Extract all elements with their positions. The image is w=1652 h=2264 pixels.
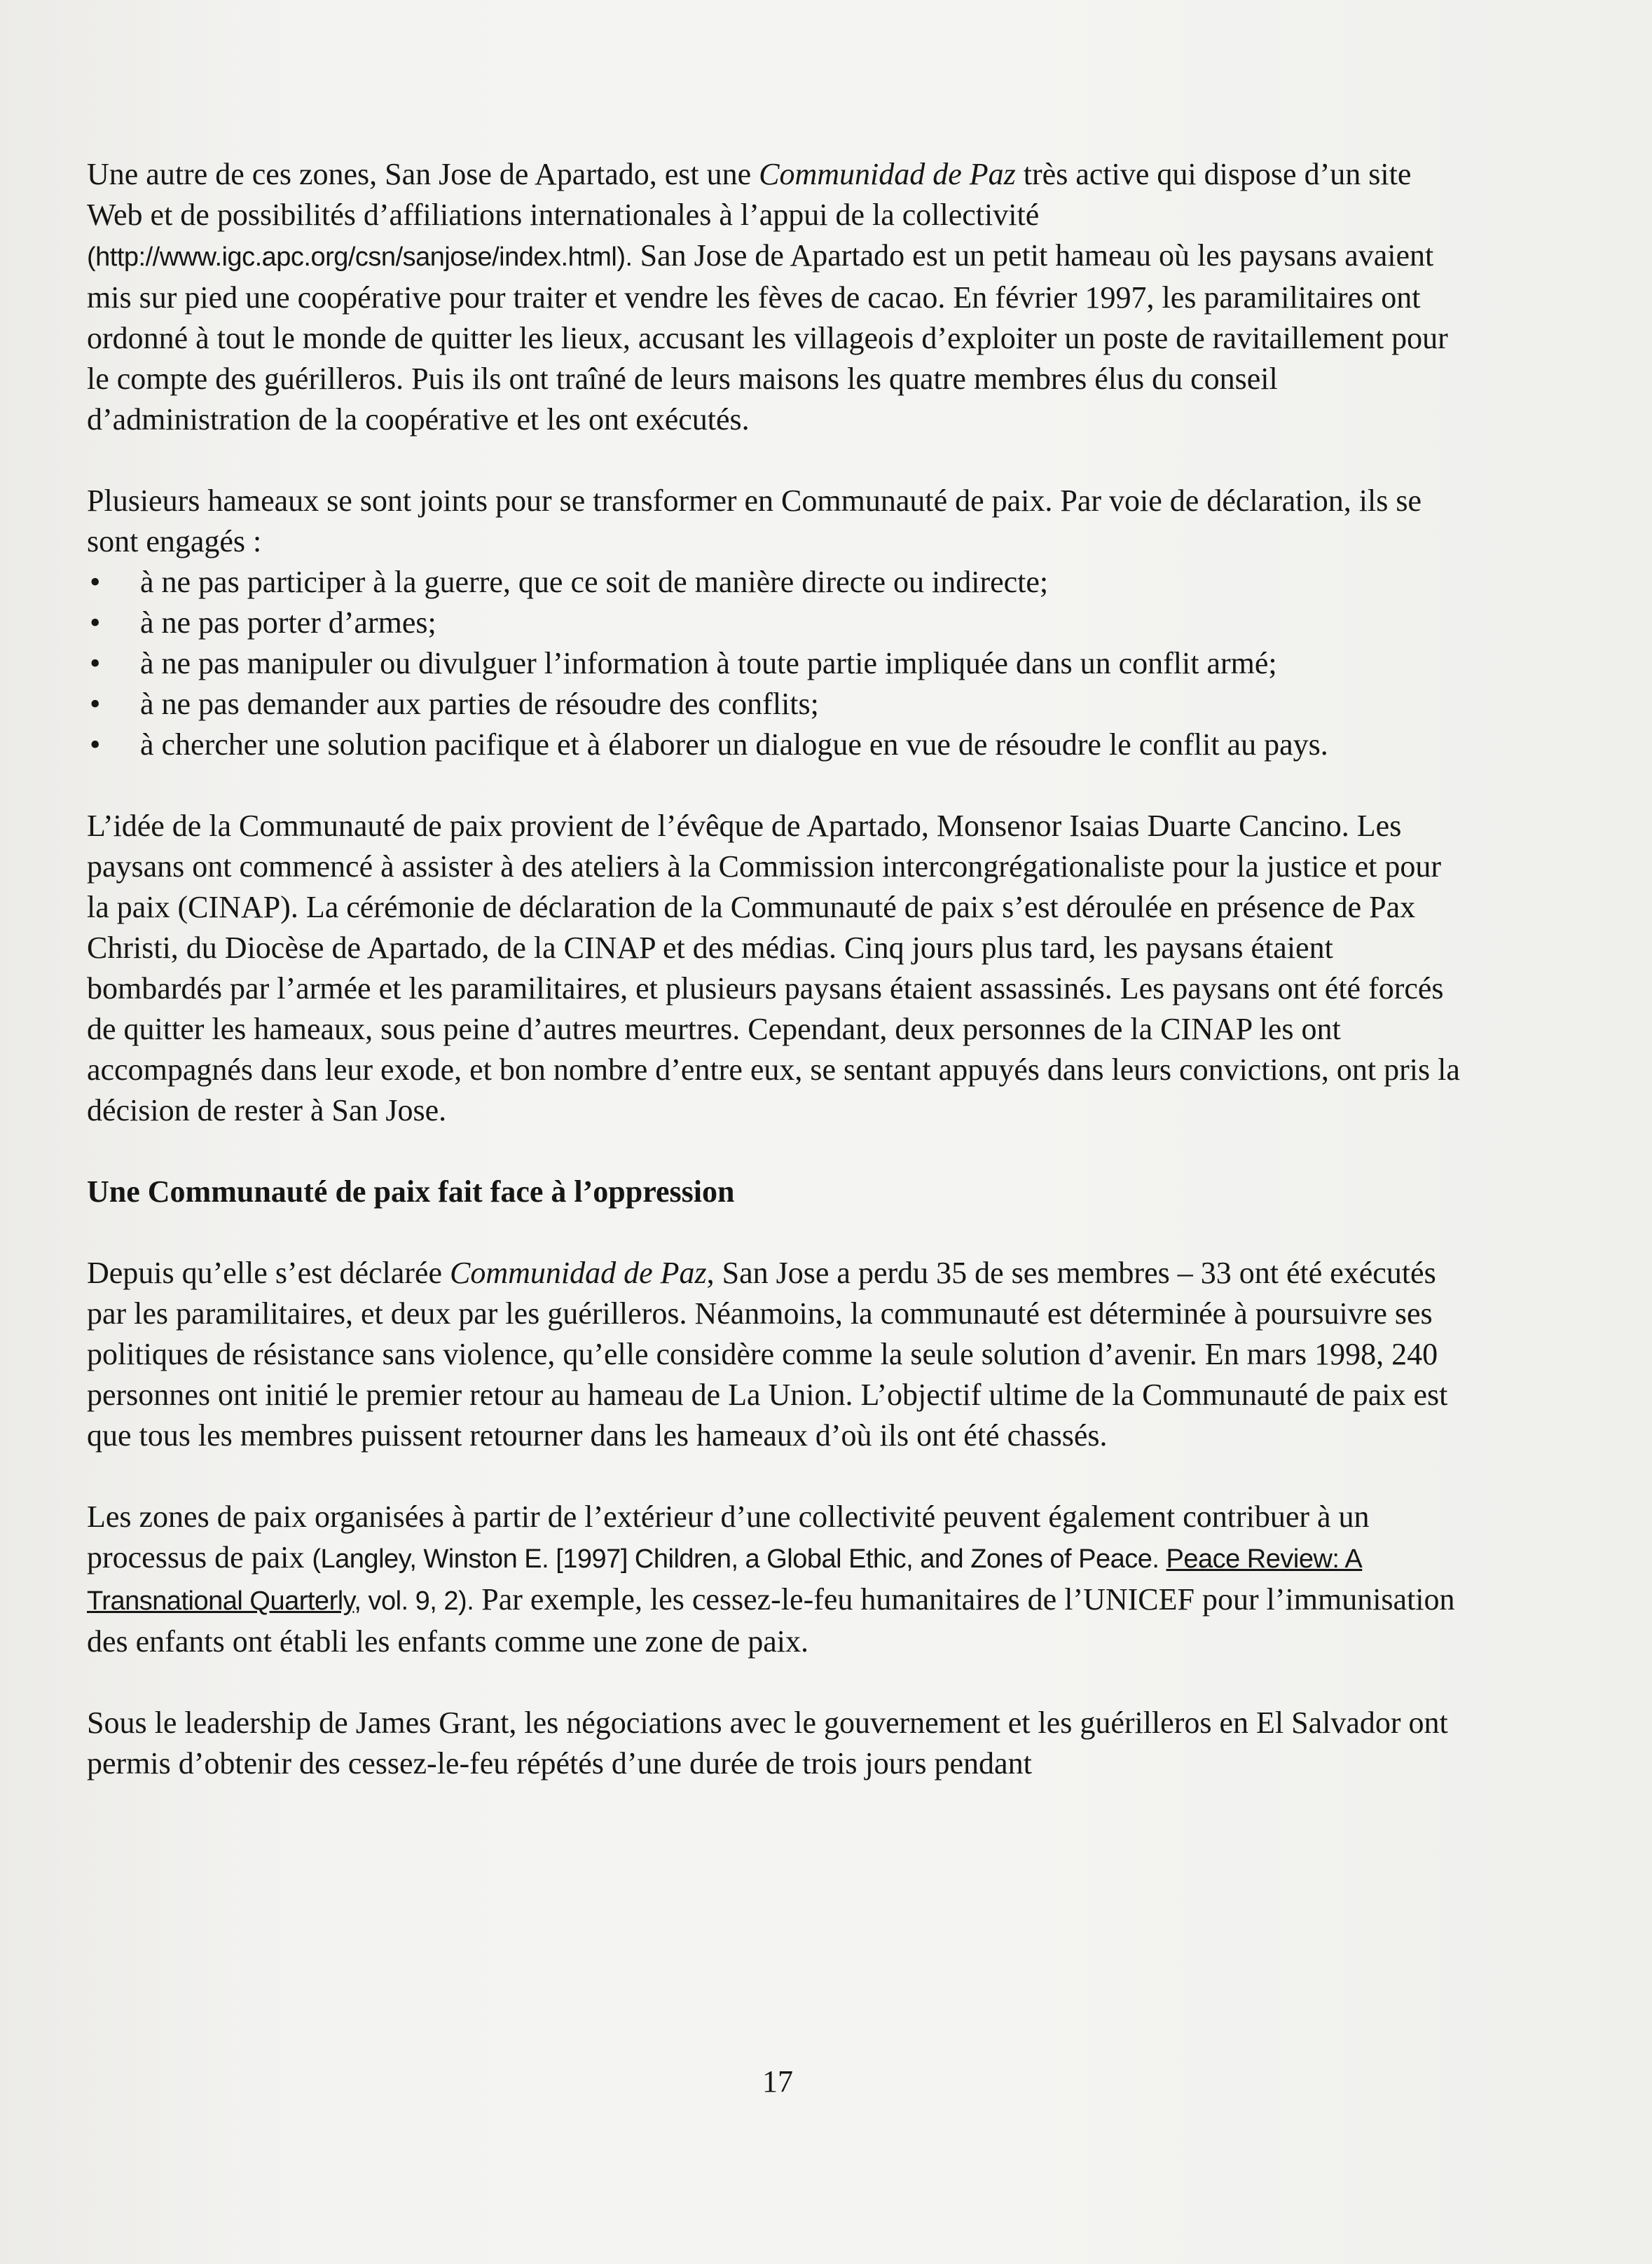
paragraph-text: très active qui dispose d’un site Web et de possibilités d’affiliations internationales à l’appui de la collectivité [87,157,1412,232]
paragraph-text: , San Jose a perdu 35 de ses membres – 33 ont été exécutés par les paramilitaires, et deux par les guérilleros. Néanmoins, la communauté est déterminée à poursuivre ses politiques de résistance sans violence, qu’elle considère comme la seule solution d’avenir. En mars 1998, 240 personnes ont initié le premier retour au hameau de La Union. L’objectif ultime de la Communauté de paix est que tous les membres puissent retourner dans les hameaux d’où ils ont été chassés. [87,1256,1448,1453]
section-heading: Une Communauté de paix fait face à l’oppression [87,1174,735,1209]
citation: (Langley, Winston E. [1997] Children, a Global Ethic, and Zones of Peace. [312,1544,1166,1574]
paragraph-text: Depuis qu’elle s’est déclarée [87,1256,450,1290]
paragraph-apartado [87,154,1460,440]
paragraph-text: Par exemple, les cessez-le-feu humanitaires de l’UNICEF pour l’immunisation des enfants ont établi les enfants comme une zone de paix. [87,1582,1455,1659]
body-text [87,154,1460,1784]
list-item [87,684,1460,725]
list-item [87,643,1460,684]
paragraph-declaration: Plusieurs hameaux se sont joints pour se transformer en Communauté de paix. Par voie de déclaration, ils se sont engagés : [87,483,1422,558]
paragraph-text: San Jose de Apartado est un petit hameau où les paysans avaient mis sur pied une coopérative pour traiter et vendre les fèves de cacao. En février 1997, les paramilitaires ont ordonné à tout le monde de quitter les lieux, accusant les villageois d’exploiter un poste de ravitaillement pour le compte des guérilleros. Puis ils ont traîné de leurs maisons les quatre membres élus du conseil d’administration de la coopérative et les ont exécutés. [87,238,1448,437]
italic-term: Communidad de Paz [450,1256,707,1290]
list-item [87,725,1460,765]
website-url: (http://www.igc.apc.org/csn/sanjose/index.html). [87,242,633,272]
citation: , vol. 9, 2). [354,1586,474,1616]
paragraph-text: Les zones de paix organisées à partir de l’extérieur d’une collectivité peuvent également contribuer à un processus de paix [87,1500,1370,1574]
paragraph-external-zones [87,1497,1460,1662]
bullet-icon: • [90,727,101,762]
list-item [87,562,1460,603]
paragraph-grant: Sous le leadership de James Grant, les négociations avec le gouvernement et les guérilleros en El Salvador ont permis d’obtenir des cessez-le-feu répétés d’une durée de trois jours pendant [87,1706,1448,1781]
bullet-icon: • [90,605,101,640]
list-item-text: à ne pas participer à la guerre, que ce soit de manière directe ou indirecte; [140,565,1049,599]
italic-term: Communidad de Paz [759,157,1016,191]
paragraph-losses [87,1253,1460,1456]
list-item-text: à chercher une solution pacifique et à élaborer un dialogue en vue de résoudre le conflit au pays. [140,727,1328,762]
citation-journal-title: Peace Review: A Transnational Quarterly [87,1544,1363,1616]
page-number: 17 [762,2064,793,2099]
bullet-icon: • [90,646,101,680]
list-item-text: à ne pas manipuler ou divulguer l’information à toute partie impliquée dans un conflit armé; [140,646,1277,680]
bullet-icon: • [90,687,101,721]
paragraph-text: Une autre de ces zones, San Jose de Apartado, est une [87,157,759,191]
bullet-icon: • [90,565,101,599]
list-item-text: à ne pas demander aux parties de résoudre des conflits; [140,687,819,721]
list-item-text: à ne pas porter d’armes; [140,605,436,640]
paragraph-origin: L’idée de la Communauté de paix provient de l’évêque de Apartado, Monsenor Isaias Duarte Cancino. Les paysans ont commencé à assister à des ateliers à la Commission intercongrégationaliste pour la justice et pour la paix (CINAP). La cérémonie de déclaration de la Communauté de paix s’est déroulée en présence de Pax Christi, du Diocèse de Apartado, de la CINAP et des médias. Cinq jours plus tard, les paysans étaient bombardés par l’armée et les paramilitaires, et plusieurs paysans étaient assassinés. Les paysans ont été forcés de quitter les hameaux, sous peine d’autres meurtres. Cependant, deux personnes de la CINAP les ont accompagnés dans leur exode, et bon nombre d’entre eux, se sentant appuyés dans leurs convictions, ont pris la décision de rester à San Jose. [87,809,1460,1127]
list-item [87,603,1460,643]
commitments-list [87,562,1460,765]
